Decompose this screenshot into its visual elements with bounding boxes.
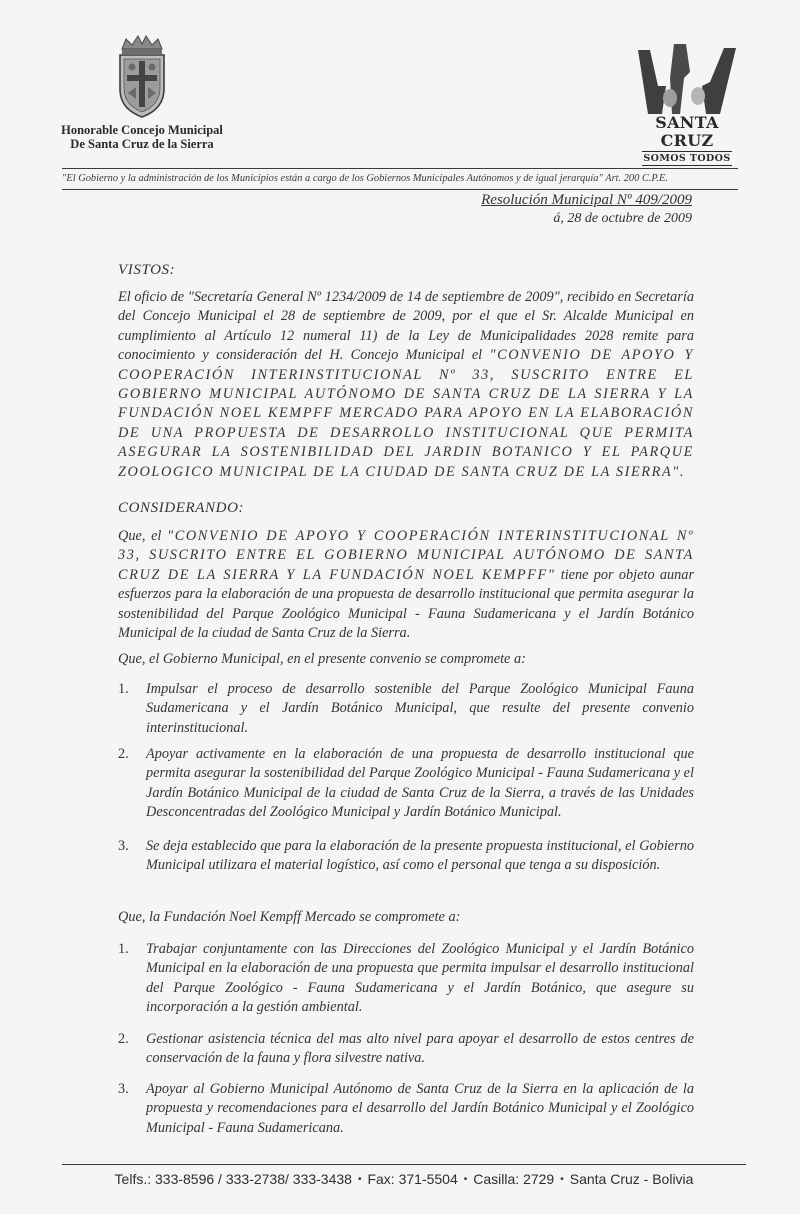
footer-phones: Telfs.: 333-8596 / 333-2738/ 333-3438 (114, 1171, 352, 1187)
council-name (52, 123, 232, 151)
footer-separator: • (463, 1174, 468, 1185)
resolution-title: Resolución Municipal Nº 409/2009 (481, 192, 692, 208)
brand-text (628, 114, 746, 166)
item-text: Apoyar activamente en la elaboración de una propuesta de desarrollo institucional que permita asegurar la sostenibilidad del Parque Zoológico Municipal - Fauna Sudamericana y el Jardín Botánico Municipal de la ciudad de Santa Cruz de la Sierra, a través de las Unidades Desconcentradas del Zoológico Municipal y Jardín Botánico Municipal. (146, 746, 694, 821)
item-number: 2. (118, 1031, 129, 1047)
item-text: Se deja establecido que para la elaboración de la presente propuesta institucional, el Gobierno Municipal utilizara el material logístico, así como el personal que tenga a su disposición. (146, 838, 694, 874)
council-line-2: De Santa Cruz de la Sierra (70, 137, 214, 151)
item-number: 3. (118, 1081, 129, 1097)
brand-name: SANTA CRUZ (655, 113, 719, 150)
considerando-agreement-title: "CONVENIO DE APOYO Y COOPERACIÓN INTERINSTITUCIONAL Nº 33, SUSCRITO ENTRE EL GOBIERNO MUNICIPAL AUTÓNOMO DE SANTA CRUZ DE LA SIERRA Y LA FUNDACIÓN NOEL KEMPFF" (118, 528, 694, 583)
item-text: Trabajar conjuntamente con las Direcciones del Zoológico Municipal y el Jardín Botánico Municipal en la elaboración de una propuesta que permita impulsar el desarrollo institucional del Parque Zoológico - Fauna Sudamericana y el Jardín Botánico, que asegure su incorporación a la gestión ambiental. (146, 941, 694, 1016)
government-commitments-intro: Que, el Gobierno Municipal, en el presente convenio se compromete a: (118, 651, 526, 667)
considerando-prefix: Que, el (118, 528, 162, 544)
item-number: 1. (118, 681, 129, 697)
item-text: Impulsar el proceso de desarrollo sostenible del Parque Zoológico Municipal Fauna Sudamericana y el Jardín Botánico Municipal, que resulte del presente convenio interinstitucional. (146, 681, 694, 736)
footer-po-box: Casilla: 2729 (473, 1171, 555, 1187)
motto-bottom-rule (62, 189, 738, 190)
footer-rule (62, 1164, 746, 1165)
item-number: 2. (118, 746, 129, 762)
item-number: 1. (118, 941, 129, 957)
coat-of-arms-icon (112, 33, 172, 121)
considerando-heading: CONSIDERANDO: (118, 500, 245, 516)
foundation-commitments-intro: Que, la Fundación Noel Kempff Mercado se compromete a: (118, 909, 461, 925)
item-text: Gestionar asistencia técnica del mas alto nivel para apoyar el desarrollo de estos centres de conservación de la fauna y flora silvestre nativa. (146, 1031, 694, 1067)
contact-footer (62, 1171, 746, 1187)
motto-top-rule (62, 168, 738, 169)
footer-location: Santa Cruz - Bolivia (569, 1171, 694, 1187)
item-number: 3. (118, 838, 129, 854)
footer-separator: • (560, 1174, 564, 1185)
constitution-motto: "El Gobierno y la administración de los Municipios están a cargo de los Gobiernos Municipales Autónomos y de igual jerarquía" Art. 200 C.P.E. (62, 173, 668, 184)
resolution-date: á, 28 de octubre de 2009 (553, 211, 692, 226)
vistos-agreement-title: "CONVENIO DE APOYO Y COOPERACIÓN INTERINSTITUCIONAL Nº 33, SUSCRITO ENTRE EL GOBIERNO MUNICIPAL AUTÓNOMO DE SANTA CRUZ DE LA SIERRA Y LA FUNDACIÓN NOEL KEMPFF MERCADO PARA APOYO EN LA ELABORACIÓN DE UNA PROPUESTA DE DESARROLLO INSTITUCIONAL QUE PERMITA ASEGURAR LA SOSTENIBILIDAD DEL JARDIN BOTANICO Y EL PARQUE ZOOLOGICO MUNICIPAL DE LA CIUDAD DE SANTA CRUZ DE LA SIERRA". (118, 347, 695, 480)
vistos-heading: VISTOS: (118, 262, 176, 278)
council-line-1: Honorable Concejo Municipal (61, 123, 223, 137)
footer-separator: • (357, 1174, 362, 1185)
considerando-purpose-text: tiene por objeto aunar esfuerzos para la elaboración de una propuesta de desarrollo institucional que permita asegurar la sostenibilidad del Parque Zoológico Municipal - Fauna Sudamericana y el Jardín Botánico Municipal de la ciudad de Santa Cruz de la Sierra. (118, 566, 695, 642)
brand-tagline: SOMOS TODOS (643, 153, 731, 164)
vistos-paragraph (118, 288, 694, 482)
footer-fax: Fax: 371-5504 (367, 1171, 458, 1187)
item-text: Apoyar al Gobierno Municipal Autónomo de Santa Cruz de la Sierra en la aplicación de la propuesta y recomendaciones para el desarrollo del Jardín Botánico Municipal y el Zoológico Municipal - Fauna Sudamericana. (146, 1081, 694, 1136)
vistos-intro-text: El oficio de "Secretaría General Nº 1234/2009 de 14 de septiembre de 2009", recibido en Secretaría del Concejo Municipal el 28 de septiembre de 2009, por el que el Sr. Alcalde Municipal en cumplimiento al Artículo 12 numeral 11) de la Ley de Municipalidades 2028 remite para conocimiento y consideración del H. Concejo Municipal el (118, 289, 694, 364)
considerando-paragraph-1 (118, 527, 694, 643)
